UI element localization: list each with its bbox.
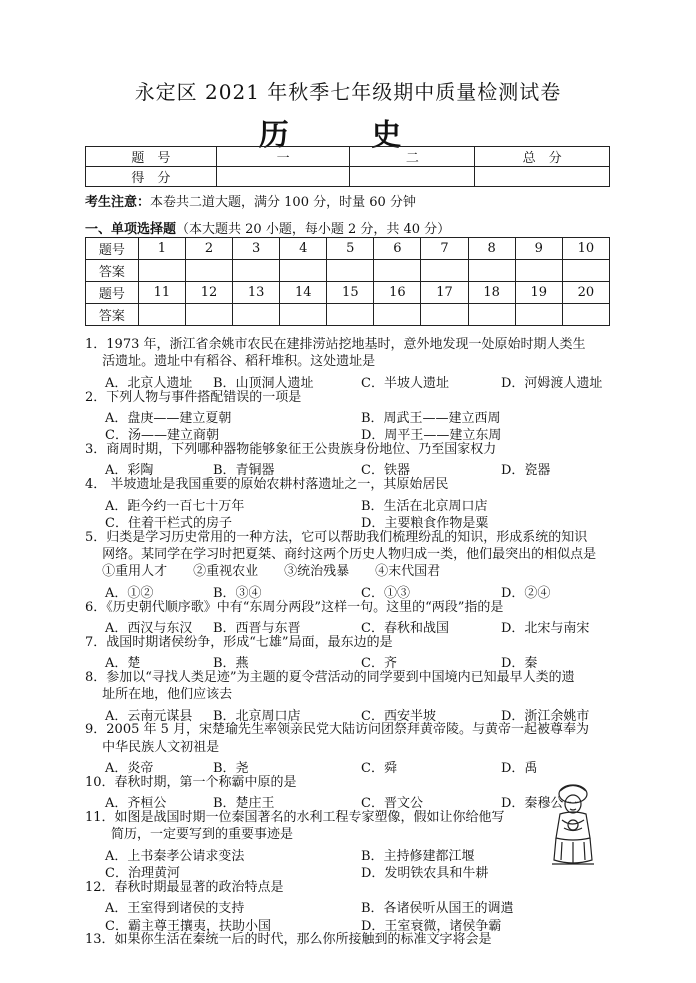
question-number-cell: 9 (515, 238, 562, 260)
question-stem (85, 932, 615, 949)
answer-option[interactable]: A．炎帝 (105, 761, 154, 776)
question-stem (85, 530, 615, 582)
score-header-cell: 总 分 (475, 147, 610, 167)
answer-option[interactable]: B．燕 (213, 656, 249, 671)
answer-option[interactable]: B．楚庄王 (213, 796, 275, 812)
answer-option[interactable]: D．瓷器 (501, 463, 551, 479)
notice-text: 本卷共二道大题，满分 100 分，时量 60 分钟 (150, 195, 416, 210)
notice-label: 考生注意： (85, 195, 151, 210)
answer-option[interactable]: D．浙江余姚市 (501, 708, 590, 724)
question-number-cell: 13 (233, 282, 280, 304)
question-number-cell: 6 (374, 238, 421, 260)
answer-cell[interactable] (468, 260, 515, 282)
question-stem (85, 600, 615, 617)
answer-option[interactable]: C．汤——建立商朝 (105, 428, 219, 444)
answer-row (86, 260, 610, 282)
question-number-cell: 3 (233, 238, 280, 260)
answer-cell[interactable] (233, 304, 280, 326)
question-stem (85, 635, 615, 652)
score-cell[interactable] (216, 167, 350, 187)
answer-cell[interactable] (185, 260, 232, 282)
answer-option[interactable]: D．发明铁农具和牛耕 (361, 866, 489, 881)
answer-option[interactable]: D．禹 (501, 761, 538, 776)
answer-option[interactable]: B．周武王——建立西周 (361, 410, 501, 426)
answer-option[interactable]: C．西安半坡 (361, 708, 436, 724)
answer-option[interactable]: B．青铜器 (213, 463, 275, 479)
question-line: 8．参加以“寻找人类足迹”为主题的夏令营活动的同学要到中国境内已知最早人类的遗 (85, 669, 575, 685)
option-row (105, 459, 615, 479)
question-line: 13．如果你生活在秦统一后的时代，那么你所接触到的标准文字将会是 (85, 932, 492, 948)
answer-cell[interactable] (138, 304, 185, 326)
question-stem (85, 810, 615, 845)
answer-option[interactable]: A．北京人遗址 (105, 375, 193, 391)
question-line: 简历，一定要写到的重要事迹是 (85, 827, 294, 843)
answer-cell[interactable] (468, 304, 515, 326)
answer-option[interactable]: C．舜 (361, 761, 397, 776)
answer-option[interactable]: C．铁器 (361, 463, 410, 479)
question-stem (85, 477, 615, 494)
answer-option[interactable]: A．盘庚——建立夏朝 (105, 410, 232, 426)
answer-cell[interactable] (327, 304, 374, 326)
answer-row-label: 答案 (86, 260, 139, 282)
question-number-cell: 14 (280, 282, 327, 304)
question-number-label: 题号 (86, 238, 139, 260)
option-row (105, 897, 615, 917)
question-line: 9．2005 年 5 月，宋楚瑜先生率领亲民党大陆访问团祭拜黄帝陵。与黄帝一起被尊奉为 (85, 722, 590, 738)
score-header-cell: 题 号 (86, 147, 217, 167)
answer-cell[interactable] (138, 260, 185, 282)
answer-option[interactable]: B．山顶洞人遗址 (213, 375, 314, 391)
score-table (85, 146, 610, 187)
answer-option[interactable]: D．秦穆公 (501, 796, 564, 812)
answer-option[interactable]: A．云南元谋县 (105, 708, 193, 724)
answer-option[interactable]: D．②④ (501, 585, 551, 601)
answer-cell[interactable] (421, 260, 468, 282)
answer-option[interactable]: D．周平王——建立东周 (361, 428, 502, 444)
score-header-cell: 二 (350, 147, 475, 167)
answer-cell[interactable] (515, 260, 562, 282)
question-number-cell: 15 (327, 282, 374, 304)
question-number-cell: 8 (468, 238, 515, 260)
answer-option[interactable]: C．齐 (361, 656, 397, 671)
option-row (105, 617, 615, 636)
option-row (105, 372, 615, 391)
question-line: 7．战国时期诸侯纷争，形成“七雄”局面，最东边的是 (85, 634, 393, 650)
question-line: 12．春秋时期最显著的政治特点是 (85, 879, 284, 895)
answer-option[interactable]: B．西晋与东晋 (213, 620, 301, 636)
question-stem (85, 775, 615, 792)
question-number-cell: 11 (138, 282, 185, 304)
answer-cell[interactable] (374, 260, 421, 282)
answer-cell[interactable] (374, 304, 421, 326)
answer-cell[interactable] (280, 304, 327, 326)
question-line: 1．1973 年，浙江省余姚市农民在建排涝站挖地基时，意外地发现一处原始时期人类生 (85, 337, 586, 352)
question-stem (85, 670, 615, 705)
answer-row-label: 答案 (86, 304, 139, 326)
question-number-cell: 7 (421, 238, 468, 260)
answer-row (86, 304, 610, 326)
answer-option[interactable]: C．晋文公 (361, 796, 423, 812)
question-line: 址所在地，他们应该去 (85, 687, 233, 703)
answer-option[interactable]: C．春秋和战国 (361, 620, 449, 636)
section-heading (85, 218, 450, 237)
answer-option[interactable]: D．河姆渡人遗址 (501, 375, 603, 391)
exam-title: 永定区 2021 年秋季七年级期中质量检测试卷 (134, 80, 562, 104)
score-label-cell: 得 分 (86, 167, 217, 187)
option-row (105, 705, 615, 724)
answer-cell[interactable] (421, 304, 468, 326)
answer-option[interactable]: C．①③ (361, 585, 410, 601)
answer-option[interactable]: B．生活在北京周口店 (361, 498, 488, 514)
question-number-cell: 1 (138, 238, 185, 260)
answer-cell[interactable] (562, 304, 609, 326)
answer-option[interactable]: D．北宋与南宋 (501, 620, 590, 636)
question-number-cell: 16 (374, 282, 421, 304)
answer-option[interactable]: C．霸主尊王攘夷，扶助小国 (105, 918, 271, 934)
answer-option[interactable]: B．③④ (213, 585, 262, 601)
question-number-cell: 10 (562, 238, 609, 260)
question-line: 3．商周时期，下列哪种器物能够象征王公贵族身份地位、乃至国家权力 (85, 442, 497, 457)
answer-option[interactable]: D．主要粮食作物是粟 (361, 515, 489, 531)
option-row (105, 757, 615, 776)
subject-title: 历 史 (258, 118, 438, 153)
question-line: 中华民族人文初祖是 (85, 739, 220, 755)
score-header-cell: 一 (216, 147, 350, 167)
question-stem (85, 337, 615, 372)
question-line: 5．归类是学习历史常用的一种方法，它可以帮助我们梳理纷乱的知识，形成系统的知识 (85, 529, 588, 545)
answer-cell[interactable] (233, 260, 280, 282)
exam-notice (85, 191, 416, 210)
answer-number-row (86, 238, 610, 260)
question-line: 活遗址。遗址中有稻谷、稻秆堆积。这处遗址是 (85, 354, 376, 370)
section-label: 一、单项选择题 (85, 222, 177, 237)
question-line: ①重用人才 ②重视农业 ③统治残暴 ④末代国君 (85, 564, 441, 580)
question-number-cell: 4 (280, 238, 327, 260)
question-number-cell: 12 (185, 282, 232, 304)
option-row (105, 407, 615, 426)
answer-option[interactable]: B．尧 (213, 761, 249, 776)
question-number-cell: 2 (185, 238, 232, 260)
question-number-cell: 18 (468, 282, 515, 304)
score-cell[interactable] (350, 167, 475, 187)
option-row (105, 915, 615, 934)
question-line: 6．《历史朝代顺序歌》中有“东周分两段”这样一句。这里的“两段”指的是 (85, 599, 504, 615)
section-desc: （本大题共 20 小题，每小题 2 分，共 40 分） (176, 222, 451, 237)
question-line: 网络。某同学在学习时把夏桀、商纣这两个历史人物归成一类，他们最突出的相似点是 (85, 546, 597, 562)
answer-option[interactable]: B．主持修建都江堰 (361, 848, 475, 864)
answer-option[interactable]: A．王室得到诸侯的支持 (105, 901, 245, 917)
answer-option[interactable]: A．彩陶 (105, 463, 154, 479)
answer-cell[interactable] (185, 304, 232, 326)
answer-option[interactable]: C．治理黄河 (105, 866, 180, 881)
answer-option[interactable]: A．距今约一百七十万年 (105, 498, 245, 514)
question-line: 10．春秋时期，第一个称霸中原的是 (85, 774, 297, 790)
answer-option[interactable]: B．北京周口店 (213, 708, 301, 724)
answer-number-row (86, 282, 610, 304)
question-number-cell: 5 (327, 238, 374, 260)
option-row (105, 512, 615, 531)
question-line: 2．下列人物与事件搭配错误的一项是 (85, 389, 302, 405)
answer-option[interactable]: D．王室衰微，诸侯争霸 (361, 918, 502, 934)
score-cell[interactable] (475, 167, 610, 187)
answer-option[interactable]: D．秦 (501, 656, 538, 671)
answer-option[interactable]: A．①② (105, 585, 154, 601)
question-stem (85, 442, 615, 459)
question-number-cell: 20 (562, 282, 609, 304)
answer-option[interactable]: C．住着干栏式的房子 (105, 515, 232, 531)
question-number-cell: 17 (421, 282, 468, 304)
answer-option[interactable]: C．半坡人遗址 (361, 375, 449, 391)
answer-option[interactable]: A．楚 (105, 656, 141, 671)
answer-cell[interactable] (280, 260, 327, 282)
question-number-label: 题号 (86, 282, 139, 304)
answer-cell[interactable] (562, 260, 609, 282)
answer-option[interactable]: A．上书秦孝公请求变法 (105, 848, 245, 864)
statue-figure-illustration (538, 778, 608, 870)
answer-table (85, 237, 610, 326)
option-row (105, 495, 615, 514)
question-line: 4． 半坡遗址是我国重要的原始农耕村落遗址之一，其原始居民 (85, 477, 449, 493)
option-row (105, 652, 615, 671)
question-stem (85, 880, 615, 897)
answer-option[interactable]: B．各诸侯听从国王的调遣 (361, 901, 514, 917)
option-row (105, 424, 615, 444)
question-number-cell: 19 (515, 282, 562, 304)
option-row (105, 582, 615, 601)
answer-option[interactable]: A．齐桓公 (105, 796, 167, 812)
answer-cell[interactable] (327, 260, 374, 282)
question-line: 11．如图是战国时期一位秦国著名的水利工程专家塑像，假如让你给他写 (85, 810, 505, 826)
answer-cell[interactable] (515, 304, 562, 326)
question-stem (85, 390, 615, 407)
answer-option[interactable]: A．西汉与东汉 (105, 620, 193, 636)
question-stem (85, 722, 615, 757)
